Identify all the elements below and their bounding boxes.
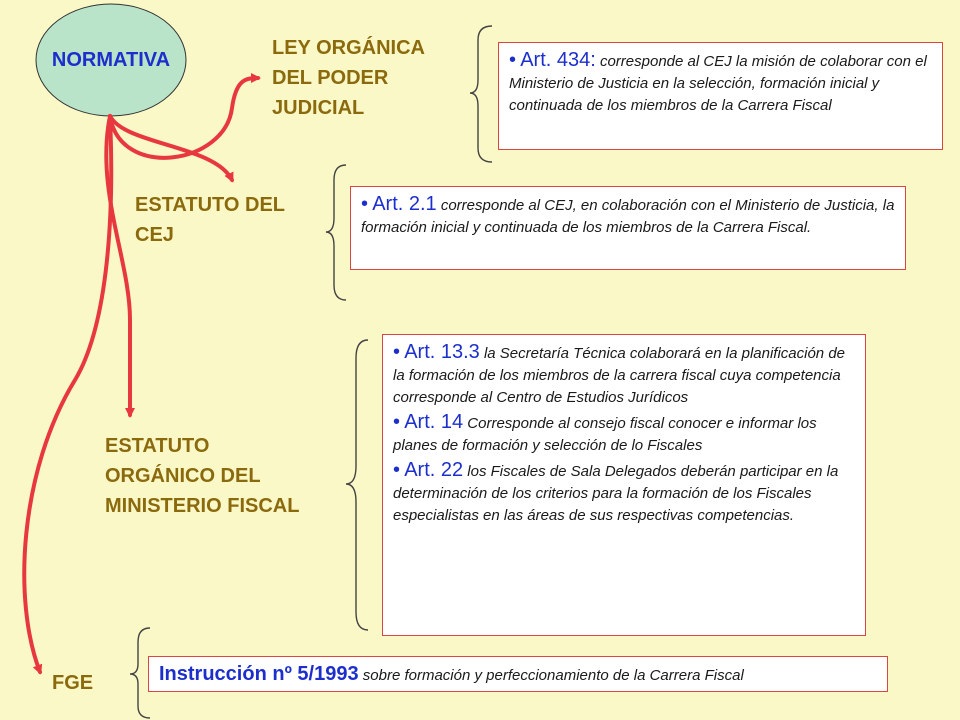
node-fge <box>52 668 93 698</box>
box-estatuto-cej <box>350 186 906 270</box>
bullet-icon: • <box>361 193 369 215</box>
article-text: Corresponde al consejo fiscal conocer e informar los planes de formación y selección de lo Fiscales <box>393 415 817 454</box>
node-label-line: ORGÁNICO DEL <box>105 465 261 487</box>
article-item: • Art. 434: corresponde al CEJ la misión de colaborar con el Ministerio de Justicia en la selección, formación inicial y continuada de los miembros de la Carrera Fiscal <box>509 49 927 114</box>
node-label-line: JUDICIAL <box>272 97 365 119</box>
node-label-line: DEL PODER <box>272 67 389 89</box>
instruction-title: Instrucción nº 5/1993 <box>159 663 359 685</box>
node-label-line: ESTATUTO <box>105 435 210 457</box>
article-text: los Fiscales de Sala Delegados deberán participar en la determinación de los criterios para la formación de los Fiscales especialistas en las áreas de sus respectivas competencias. <box>393 463 839 524</box>
article-ref: Art. 14 <box>404 411 464 433</box>
article-ref: Art. 13.3 <box>404 341 480 363</box>
node-label-line: FGE <box>52 672 94 694</box>
root-node <box>36 4 186 116</box>
brace-estatuto-cej <box>326 165 346 300</box>
node-estatuto-cej <box>135 190 285 250</box>
article-item <box>393 341 855 409</box>
article-text: corresponde al CEJ, en colaboración con el Ministerio de Justicia, la formación inicial y continuada de los miembros de la Carrera Fiscal. <box>361 197 895 236</box>
node-estatuto-organico <box>105 431 299 521</box>
bullet-icon: • <box>509 49 517 71</box>
box-fge <box>148 656 888 692</box>
article-ref: Art. 434 <box>520 49 591 71</box>
box-ley-organica <box>498 42 943 150</box>
arrow-to-fge <box>24 116 111 672</box>
brace-fge <box>130 628 150 718</box>
node-label-line: LEY ORGÁNICA <box>272 37 425 59</box>
bullet-icon: • <box>393 459 401 481</box>
bullet-icon: • <box>393 341 401 363</box>
article-item <box>361 193 895 239</box>
node-ley-organica <box>272 33 425 123</box>
article-item <box>393 411 855 457</box>
article-text: corresponde al CEJ la misión de colaborar con el Ministerio de Justicia en la selección, formación inicial y continuada de los miembros de la Carrera Fiscal <box>509 53 927 114</box>
article-ref: Art. 2.1 <box>372 193 437 215</box>
brace-ley-organica <box>470 26 492 162</box>
article-ref: Art. 22 <box>404 459 464 481</box>
root-label: NORMATIVA <box>51 48 171 71</box>
article-text: la Secretaría Técnica colaborará en la planificación de la formación de los miembros de la carrera fiscal cuya competencia corresponde al Centro de Estudios Jurídicos <box>393 345 846 406</box>
node-label-line: ESTATUTO DEL <box>135 194 285 216</box>
instruction-text: sobre formación y perfeccionamiento de la Carrera Fiscal <box>358 667 744 684</box>
brace-estatuto-organico <box>346 340 368 630</box>
node-label-line: CEJ <box>135 224 174 246</box>
article-item <box>393 459 855 527</box>
box-estatuto-organico <box>382 334 866 636</box>
node-label-line: MINISTERIO FISCAL <box>105 495 300 517</box>
bullet-icon: • <box>393 411 401 433</box>
